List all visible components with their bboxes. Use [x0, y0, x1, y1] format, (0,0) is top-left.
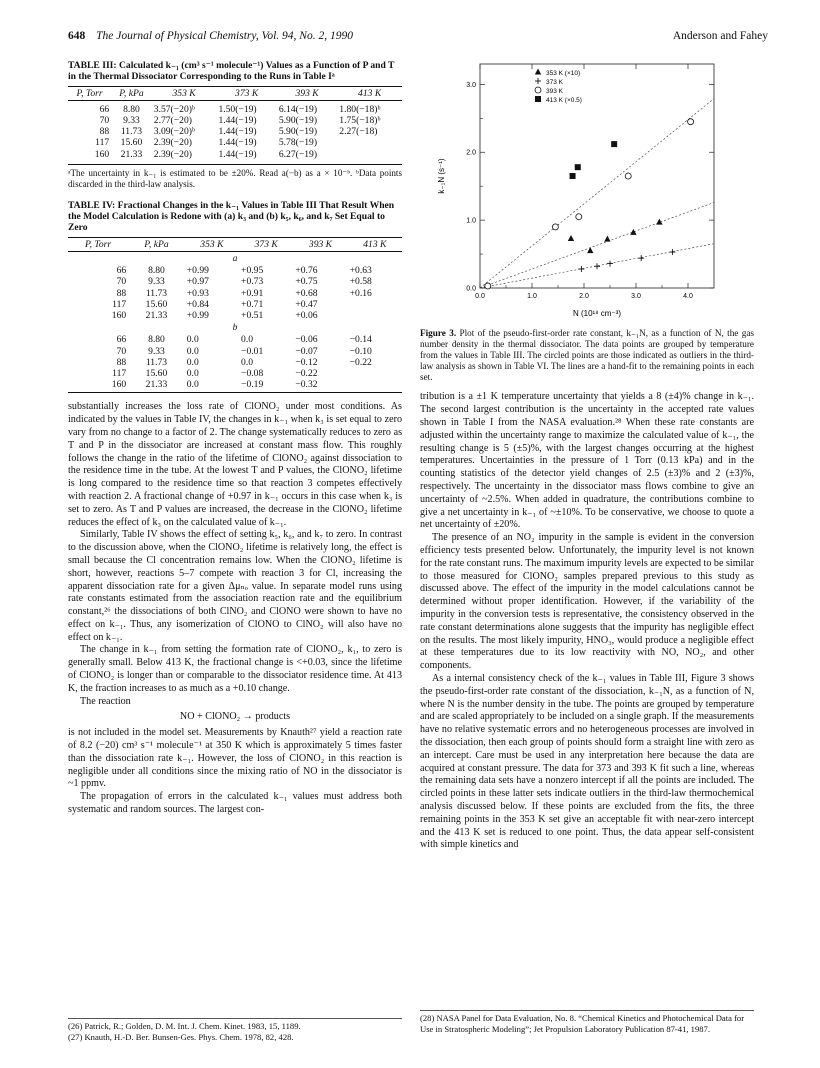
- table4-cell: +0.06: [295, 309, 318, 321]
- table3-cell: 1.80(−18)ᵇ: [339, 103, 381, 115]
- table4-cell: +0.16: [349, 287, 372, 299]
- table3-cell: 88: [99, 126, 110, 138]
- figure-3-label: Figure 3.: [420, 328, 457, 338]
- table3-header-row: [68, 86, 402, 100]
- table4-cell: +0.93: [186, 287, 209, 299]
- table4-cell: [348, 379, 402, 390]
- table3-row: [68, 137, 402, 148]
- table3-row: [68, 126, 402, 137]
- table4-row: [68, 357, 402, 368]
- table4-cell: 0.0: [186, 356, 199, 368]
- y-tick-label: 3.0: [466, 81, 476, 89]
- table4-section-label: [68, 321, 402, 334]
- table4-col-header: P, kPa: [128, 237, 185, 251]
- table4-cell: 0.0: [186, 367, 199, 379]
- header-left: [68, 30, 353, 42]
- table3-body: [68, 100, 402, 160]
- table3-col-header: 413 K: [337, 86, 402, 100]
- table4-cell: −0.14: [349, 334, 372, 346]
- table4-cell: 0.0: [186, 334, 199, 346]
- table4-cell: 88: [116, 287, 127, 299]
- data-point-plus: [669, 249, 675, 255]
- table4-cell: +0.95: [241, 265, 264, 277]
- table3-cell: 6.14(−19): [278, 103, 318, 115]
- table3-col-header: P, kPa: [111, 86, 152, 100]
- legend-marker-plus: [535, 78, 541, 84]
- table3-row: [68, 149, 402, 160]
- table3-footnote: ᵃThe uncertainty in k₋₁ is estimated to be ±20%. Read a(−b) as a × 10⁻ᵇ. ᵇData points discarded in the third-law analysis.: [68, 164, 402, 190]
- table3-cell: 5.78(−19): [278, 137, 318, 149]
- data-point-square: [575, 164, 581, 170]
- table4-col-header: 393 K: [293, 237, 347, 251]
- legend-label: 353 K (×10): [546, 70, 581, 77]
- table4-cell: +0.99: [186, 309, 209, 321]
- legend-marker-circle: [535, 87, 541, 93]
- table3-row: [68, 100, 402, 115]
- reaction-equation: NO + ClONO₂ → products: [179, 711, 291, 723]
- table4-cell: 0.0: [241, 334, 254, 346]
- plot-frame: [480, 64, 714, 288]
- table4-cell: [348, 299, 402, 310]
- y-tick-label: 2.0: [466, 149, 476, 157]
- table4-cell: +0.47: [295, 298, 318, 310]
- fit-lines: [480, 99, 714, 288]
- table3-col-header: 393 K: [277, 86, 337, 100]
- table3-cell: 5.90(−19): [278, 126, 318, 138]
- footnote-26: (26) Patrick, R.; Golden, D. M. Int. J. Chem. Kinet. 1983, 15, 1189.: [68, 1021, 301, 1031]
- legend-marker-triangle: [535, 69, 541, 75]
- table3-cell: 117: [95, 137, 110, 149]
- y-tick-label: 0.0: [466, 285, 476, 293]
- data-point-square: [570, 173, 576, 179]
- table4-cell: +0.76: [295, 265, 318, 277]
- table4-cell: 0.0: [186, 379, 199, 391]
- right-paragraph-1: tribution is a ±1 K temperature uncertainty that yields a 8 (±4)% change in k₋₁. The second largest contribution is the uncertainty in the accepted rate values shown in Table I from the NASA evaluation.²⁸ When these rate constants are adjusted within the uncertainty range to maximize the calculated value of k₋₁, the resulting change is 5 (±5)%, with the largest changes occurring at the highest temperatures. Uncertainties in the pressure of 1 Torr (0.13 kPa) and in the counting statistics of the detector yield changes of 2.5 (±3)% and 2 (±3)%, respectively. The uncertainty in the dissociator mass flows combine to give an uncertainty of ~2.5%. When added in quadrature, the contributions combine to give a net uncertainty in k₋₁ of ~±10%. To be conservative, we choose to quote a net uncertainty of ±20%.: [420, 391, 754, 531]
- data-point-plus: [638, 255, 644, 261]
- table4-row: [68, 379, 402, 390]
- table4-col-header: 353 K: [185, 237, 239, 251]
- fit-line-393k: [480, 99, 714, 288]
- table3: [68, 86, 402, 160]
- data-point-triangle: [568, 235, 574, 241]
- table4-cell: +0.91: [241, 287, 264, 299]
- table3-cell: 11.73: [120, 126, 143, 138]
- table4-col-header: P, Torr: [68, 237, 128, 251]
- table4-cell: 70: [116, 345, 127, 357]
- table4-row: [68, 299, 402, 310]
- fit-line-353k: [480, 202, 714, 288]
- x-tick-label: 2.0: [579, 293, 589, 300]
- legend-marker-square: [535, 96, 541, 102]
- table3-cell: 1.44(−19): [218, 126, 257, 138]
- table4-cell: 9.33: [148, 276, 165, 288]
- page-number: 648: [68, 30, 86, 42]
- journal-citation: The Journal of Physical Chemistry, Vol. 94, No. 2, 1990: [96, 30, 353, 42]
- table4-cell: [348, 368, 402, 379]
- left-column: [68, 60, 402, 817]
- table4-cell: 15.60: [145, 367, 168, 379]
- table4-row: [68, 346, 402, 357]
- table4-cell: 8.80: [148, 265, 165, 277]
- figure-3-caption-text: Plot of the pseudo-first-order rate constant, k₋₁N, as a function of N, the gas number density in the thermal dissociator. The data points are grouped by temperature from the values in Table III. The circled points are those indicated as outliers in the third-law analysis as shown in Table VI. The lines are a hand-fit to the remaining points in each set.: [420, 328, 755, 383]
- data-point-circle: [552, 224, 558, 230]
- data-point-circle: [625, 173, 631, 179]
- table3-col-header: 373 K: [216, 86, 276, 100]
- data-point-circle: [485, 283, 491, 289]
- table4-cell: −0.12: [295, 356, 318, 368]
- x-tick-label: 0.0: [475, 293, 485, 300]
- table4-cell: 21.33: [145, 309, 168, 321]
- table3-cell: 6.27(−19): [278, 148, 318, 160]
- table4: [68, 237, 402, 391]
- table4-cell: +0.51: [241, 309, 264, 321]
- table3-cell: 2.39(−20): [153, 148, 192, 160]
- legend-label: 373 K: [546, 79, 563, 86]
- data-point-plus: [594, 263, 600, 269]
- table4-cell: +0.84: [186, 298, 209, 310]
- table4-cell: 117: [112, 298, 127, 310]
- table3-caption: TABLE III: Calculated k₋₁ (cm³ s⁻¹ molecule⁻¹) Values as a Function of P and T in the Thermal Dissociator Corresponding to the Runs in Table Iᵃ: [68, 60, 395, 83]
- x-tick-label: 4.0: [683, 293, 693, 300]
- table4-cell: −0.08: [241, 367, 264, 379]
- left-paragraph-3: The change in k₋₁ from setting the formation rate of ClONO₂, k₁, to zero is generally small. Below 413 K, the fractional change is <+0.03, since the lifetime of ClONO₂ is longer than or comparable to the dissociator residence time. At 413 K, the fraction increases to as much as a +0.10 change.: [68, 644, 402, 694]
- table4-cell: −0.22: [295, 367, 318, 379]
- table3-cell: 21.33: [120, 148, 143, 160]
- table4-cell: 70: [116, 276, 127, 288]
- table4-cell: 160: [111, 309, 127, 321]
- left-paragraph-1: substantially increases the loss rate of ClONO₂ under most conditions. As indicated by the values in Table IV, the changes in k₋₁ when k₃ is set equal to zero vary from no change to a factor of 2. The change systematically reduces to zero as T and P in the dissociator are increased at constant mass flow. This roughly follows the change in the ratio of the lifetime of ClONO₂ against dissociation to the residence time in the tube. At the lowest T and P values, the ClONO₂ lifetime is long compared to the residence time so that reaction 3 competes effectively with reaction 2. A fractional change of +0.97 in k₋₁ occurs in this case when k₃ is set to zero. As T and P values are increased, the decrease in the ClONO₂ lifetime reduces the effect of k₃ on the calculated value of k₋₁.: [68, 401, 402, 528]
- table4-section-cell: a: [232, 252, 238, 264]
- table3-cell: 2.27(−18): [339, 126, 378, 138]
- table3-cell: 2.77(−20): [153, 115, 192, 126]
- legend: [535, 69, 582, 105]
- x-tick-label: 1.0: [527, 293, 537, 300]
- table4-row: [68, 310, 402, 321]
- table3-cell: 1.44(−19): [218, 115, 257, 126]
- table4-cell: −0.22: [349, 356, 372, 368]
- table4-cell: 8.80: [148, 334, 165, 346]
- table4-cell: +0.63: [349, 265, 372, 277]
- data-points: [485, 119, 694, 289]
- table3-cell: 1.44(−19): [218, 148, 257, 160]
- table4-cell: [348, 310, 402, 321]
- table4-cell: 66: [116, 334, 127, 346]
- table3-cell: 1.75(−18)ᵇ: [339, 115, 381, 126]
- data-point-triangle: [587, 247, 593, 253]
- table3-cell: 3.09(−20)ᵇ: [153, 126, 195, 138]
- table4-cell: 15.60: [145, 298, 168, 310]
- table3-cell: 160: [94, 148, 110, 160]
- table4-cell: 160: [111, 379, 127, 391]
- axis-ticks: [466, 64, 714, 300]
- left-paragraph-4: The reaction: [80, 695, 131, 707]
- footnote-27: (27) Knauth, H.-D. Ber. Bunsen-Ges. Phys. Chem. 1978, 82, 428.: [68, 1031, 294, 1042]
- table3-cell: 1.44(−19): [218, 137, 257, 149]
- left-footnotes: [68, 1018, 402, 1042]
- right-paragraph-3: As a internal consistency check of the k₋₁ values in Table III, Figure 3 shows the pseudo-first-order rate constant of the dissociation, k₋₁N, as a function of N, where N is the number density in the tube. The points are grouped by temperature and are scaled appropriately to be included on a single graph. If the measurements have no relative systematic errors and no heterogeneous processes are involved in the dissociation, then each group of points should form a straight line with zero as an intercept. Care must be used in any interpretation here because the data are acquired at constant pressure. The data for 373 and 393 K fit such a line, whereas the remaining data sets have a nonzero intercept if all the points are included. The circled points in these latter sets indicate outliers in the third-law thermochemical analysis discussed below. If these points are excluded from the fits, the three remaining points in the 353 K set give an acceptable fit with near-zero intercept and the 413 K set is reduced to one point. Thus, the data appear self-consistent with simple kinetics and: [420, 673, 754, 851]
- left-paragraph-5: is not included in the model set. Measurements by Knauth²⁷ yield a reaction rate of 8.2 (−20) cm³ s⁻¹ molecule⁻¹ at 350 K which is approximately 5 times faster than the dissociation rate k₋₁. However, the loss of ClONO₂ in this reaction is negligible under all conditions since the mixing ratio of NO in the dissociator is ~1 ppmv.: [68, 727, 402, 790]
- data-point-circle: [576, 214, 582, 220]
- table3-cell: 3.57(−20)ᵇ: [153, 103, 195, 115]
- table3-cell: 70: [99, 115, 110, 126]
- data-point-plus: [607, 261, 613, 267]
- table4-cell: −0.06: [295, 334, 318, 346]
- table4-cell: 0.0: [186, 345, 199, 357]
- table4-row: [68, 334, 402, 345]
- right-footnote: (28) NASA Panel for Data Evaluation, No. 8. “Chemical Kinetics and Photochemical Data for Use in Stratospheric Modeling”; Jet Propulsion Laboratory Publication 87-41, 1987.: [420, 1010, 754, 1034]
- x-tick-label: 3.0: [631, 293, 641, 300]
- legend-label: 393 K: [546, 88, 563, 95]
- table4-cell: 0.0: [241, 356, 254, 368]
- right-paragraph-2: The presence of an NO₂ impurity in the sample is evident in the conversion efficiency tests presented below. Unfortunately, the impurity level is not known for the rate constant runs. The maximum impurity levels are expected to be similar to those measured for ClONO₂ samples prepared previous to this study as discussed above. The effect of the impurity in the model calculations cannot be determined without proper identification. However, if the variability of the impurity in the conversion tests is representative, the consistency observed in the rate constant determinations alone suggests that the impurity has negligible effect on the results. The most likely impurity, HNO₃, would produce a negligible effect at these temperatures due to its low reactivity with NO, NO₂, and other components.: [420, 532, 754, 672]
- table4-caption: TABLE IV: Fractional Changes in the k₋₁ Values in Table III That Result When the Model Calculation is Redone with (a) k₃ and (b) k₅, k₆, and k₇ Set Equal to Zero: [68, 199, 395, 234]
- figure-3-caption: [420, 328, 754, 383]
- table4-section-label: [68, 251, 402, 265]
- table3-cell: [337, 137, 402, 148]
- table4-row: [68, 288, 402, 299]
- table4-row: [68, 265, 402, 276]
- table4-cell: −0.01: [241, 345, 264, 357]
- y-tick-label: 1.0: [466, 217, 476, 225]
- table3-cell: 9.33: [123, 115, 140, 126]
- legend-label: 413 K (×0.5): [546, 97, 582, 104]
- table3-cell: 2.39(−20): [153, 137, 192, 149]
- table4-cell: +0.73: [241, 276, 264, 288]
- y-axis-label: k₋₁N (s⁻¹): [437, 158, 446, 194]
- table3-cell: 1.50(−19): [218, 103, 257, 115]
- table3-cell: 5.90(−19): [278, 115, 318, 126]
- table4-cell: −0.07: [295, 345, 318, 357]
- table3-cell: [337, 149, 402, 160]
- table4-cell: 21.33: [145, 379, 168, 391]
- data-point-plus: [578, 266, 584, 272]
- header-authors: Anderson and Fahey: [672, 30, 768, 42]
- figure-3-plot: [420, 60, 754, 326]
- table4-col-header: 373 K: [239, 237, 293, 251]
- x-axis-label: N (10¹⁸ cm⁻³): [572, 309, 622, 318]
- table4-cell: +0.99: [186, 265, 209, 277]
- table4-cell: −0.32: [295, 379, 318, 391]
- table4-bottom-rule: [68, 392, 402, 393]
- data-point-square: [611, 141, 617, 147]
- table3-cell: 8.80: [123, 103, 140, 115]
- table4-cell: +0.58: [349, 276, 372, 288]
- table4-cell: +0.68: [295, 287, 318, 299]
- right-column: [420, 60, 754, 852]
- table4-section-cell: b: [232, 322, 238, 334]
- table4-cell: 88: [116, 356, 127, 368]
- table4-cell: +0.71: [241, 298, 264, 310]
- table3-col-header: 353 K: [152, 86, 217, 100]
- left-paragraph-6: The propagation of errors in the calculated k₋₁ values must address both systematic and random sources. The largest con-: [68, 791, 402, 816]
- table4-row: [68, 276, 402, 287]
- table4-cell: −0.19: [241, 379, 264, 391]
- table4-body: [68, 251, 402, 390]
- table3-cell: 15.60: [120, 137, 143, 149]
- table3-cell: 66: [99, 103, 110, 115]
- table4-row: [68, 368, 402, 379]
- data-point-triangle: [630, 229, 636, 235]
- table4-cell: +0.97: [186, 276, 209, 288]
- table4-header-row: [68, 237, 402, 251]
- left-paragraph-2: Similarly, Table IV shows the effect of setting k₅, k₆, and k₇ to zero. In contrast to the discussion above, when the ClONO₂ lifetime is relatively long, the effect is small because the Cl concentration remains low. When the ClONO₂ lifetime is short, however, reactions 5–7 compete with reaction 3 for Cl, increasing the apparent dissociation rate for a given Δμₙₒ value. In separate model runs using rate constants estimated from the association reaction rate and the equilibrium constant,²⁶ the dissociations of both ClNO₂ and ClONO were shown to have no effect on k₋₁. Thus, any isomerization of ClONO to ClNO₂ will also have no effect on k₋₁.: [68, 529, 402, 643]
- figure-3: [420, 60, 754, 326]
- table4-cell: −0.10: [349, 345, 372, 357]
- data-point-triangle: [604, 236, 610, 242]
- table4-cell: 9.33: [148, 345, 165, 357]
- table3-row: [68, 115, 402, 126]
- table4-col-header: 413 K: [348, 237, 402, 251]
- table3-col-header: P, Torr: [68, 86, 111, 100]
- table4-cell: 66: [116, 265, 127, 277]
- data-point-circle: [688, 119, 694, 125]
- table4-cell: 11.73: [145, 287, 168, 299]
- table4-cell: 11.73: [145, 356, 168, 368]
- table4-cell: 117: [112, 367, 127, 379]
- table4-cell: +0.75: [295, 276, 318, 288]
